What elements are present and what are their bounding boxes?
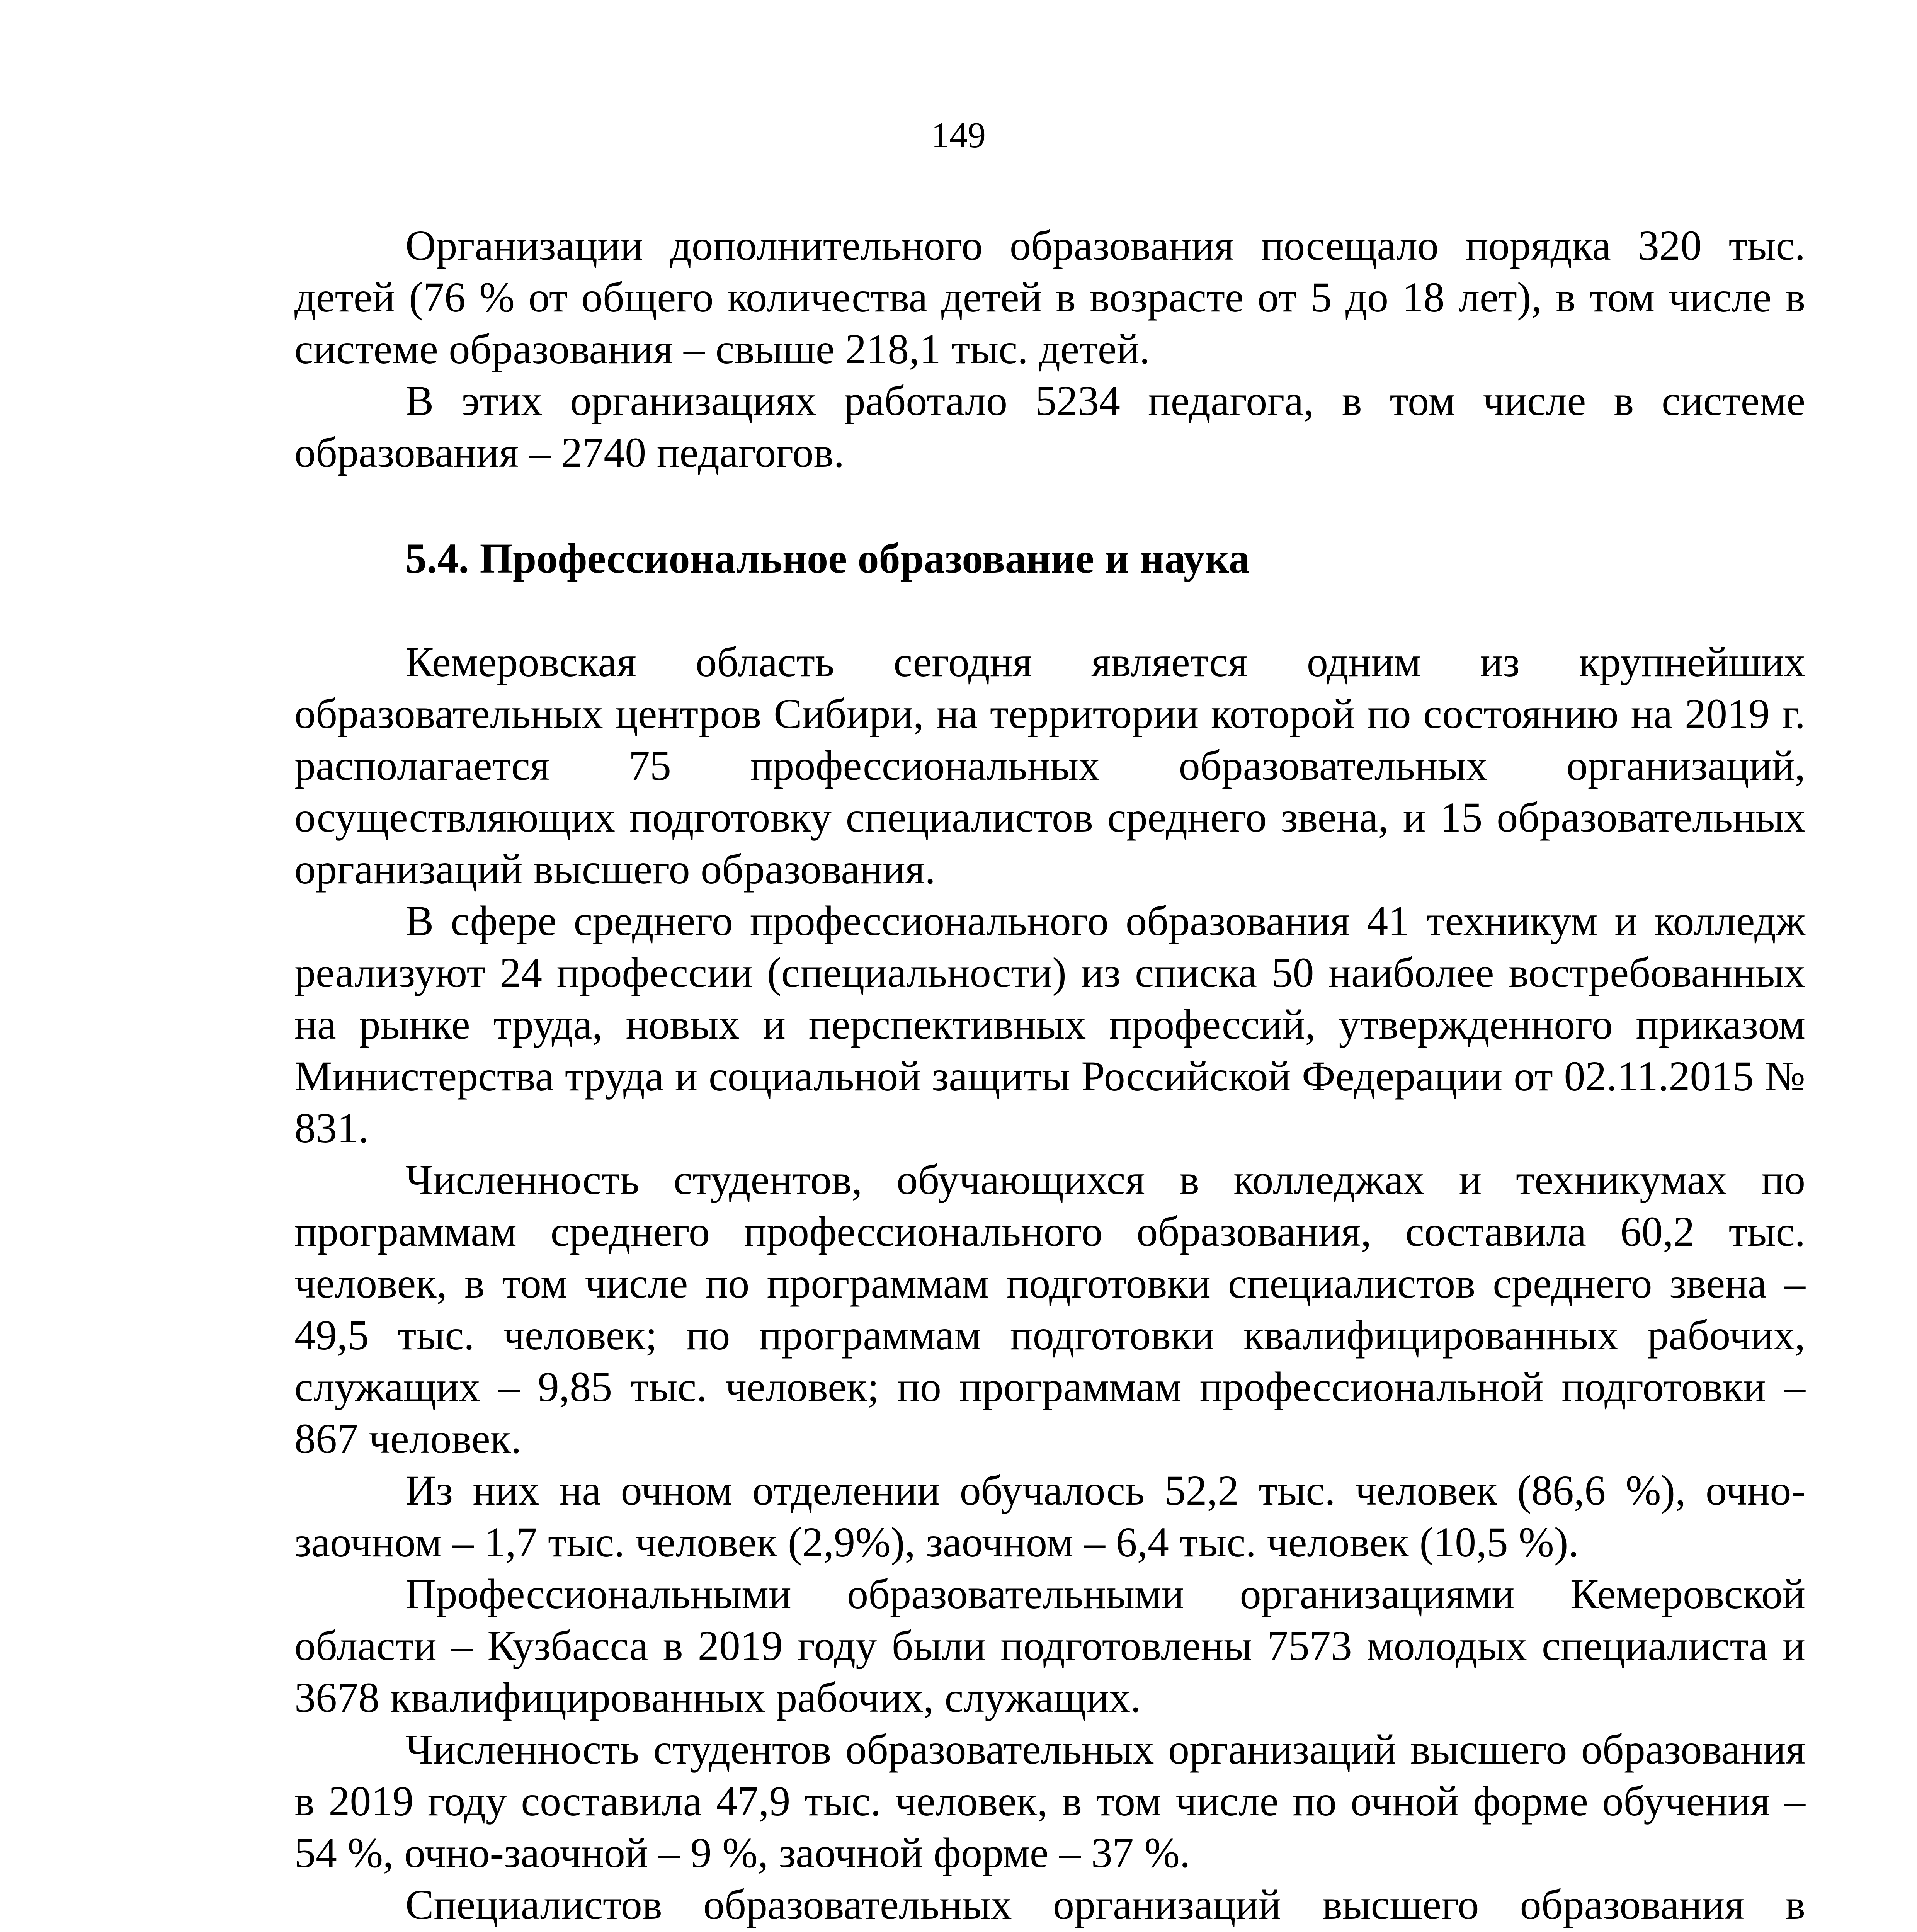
paragraph-section-1: Кемеровская область сегодня является одним из крупнейших образовательных центров Сибири, на территории которой по состоянию на 2019 г. располагается 75 профессиональных образовательных организаций, осуществляющих подготовку специалистов среднего звена, и 15 образовательных организаций высшего образования.: [294, 638, 1805, 893]
paragraph-intro-2: В этих организациях работало 5234 педагога, в том числе в системе образования – 2740 педагогов.: [294, 377, 1805, 476]
section-heading: 5.4. Профессиональное образование и наука: [405, 535, 1250, 582]
paragraph-section-3: Численность студентов, обучающихся в колледжах и техникумах по программам среднего профессионального образования, составила 60,2 тыс. человек, в том числе по программам подготовки специалистов среднего звена – 49,5 тыс. человек; по программам подготовки квалифицированных рабочих, служащих – 9,85 тыс. человек; по программам профессиональной подготовки – 867 человек.: [294, 1156, 1805, 1462]
paragraph-section-6: Численность студентов образовательных организаций высшего образования в 2019 году составила 47,9 тыс. человек, в том числе по очной форме обучения – 54 %, очно-заочной – 9 %, заочной форме – 37 %.: [294, 1726, 1805, 1876]
paragraph-section-7: Специалистов образовательных организаций высшего образования в: [405, 1881, 1805, 1928]
page-number: 149: [931, 115, 986, 155]
paragraph-section-5: Профессиональными образовательными организациями Кемеровской области – Кузбасса в 2019 году были подготовлены 7573 молодых специалиста и 3678 квалифицированных рабочих, служащих.: [294, 1570, 1805, 1721]
paragraph-section-4: Из них на очном отделении обучалось 52,2 тыс. человек (86,6 %), очно-заочном – 1,7 тыс. человек (2,9%), заочном – 6,4 тыс. человек (10,5 %).: [294, 1467, 1805, 1566]
paragraph-section-2: В сфере среднего профессионального образования 41 техникум и колледж реализуют 24 профессии (специальности) из списка 50 наиболее востребованных на рынке труда, новых и перспективных профессий, утвержденного приказом Министерства труда и социальной защиты Российской Федерации от 02.11.2015 № 831.: [294, 897, 1805, 1151]
document-body: [294, 219, 1805, 1932]
paragraph-intro-1: Организации дополнительного образования посещало порядка 320 тыс. детей (76 % от общего количества детей в возрасте от 5 до 18 лет), в том числе в системе образования – свыше 218,1 тыс. детей.: [294, 222, 1805, 372]
